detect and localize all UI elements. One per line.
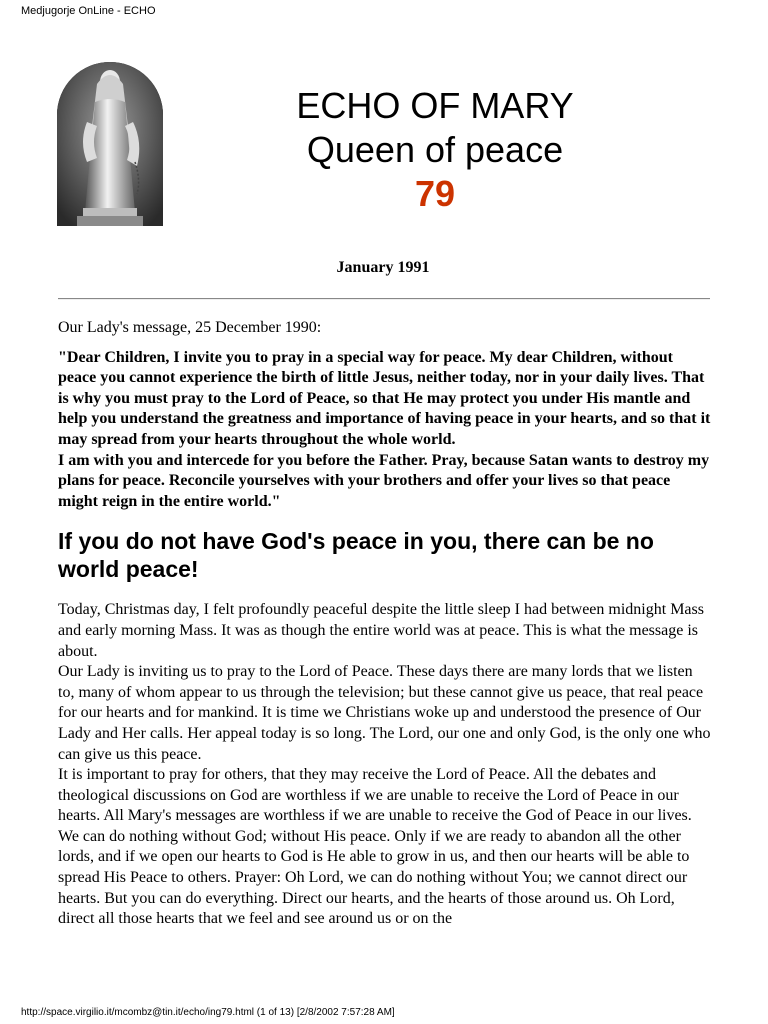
article-paragraph: Today, Christmas day, I felt profoundly peaceful despite the little sleep I had between midnight Mass and early morning Mass. It was as though the entire world was at peace. This is what the message is about. [58, 601, 704, 660]
masthead-title: ECHO OF MARY [296, 85, 574, 126]
message-intro: Our Lady's message, 25 December 1990: [58, 319, 322, 336]
message-text [58, 348, 713, 513]
statue-image [57, 62, 163, 226]
article-heading: If you do not have God's peace in you, there can be no world peace! [58, 528, 654, 583]
page-header: Medjugorje OnLine - ECHO [21, 5, 156, 17]
message-paragraph: I am with you and intercede for you before the Father. Pray, because Satan wants to destroy my plans for peace. Reconcile yourselves with your brothers and offer your lives so that peace might reign in the entire world." [58, 451, 710, 510]
page-footer: http://space.virgilio.it/mcombz@tin.it/echo/ing79.html (1 of 13) [2/8/2002 7:57:28 AM] [21, 1007, 395, 1018]
article-paragraph: Our Lady is inviting us to pray to the Lord of Peace. These days there are many lords that we listen to, many of whom appear to us through the television; but these cannot give us peace, that real peace for our hearts and for mankind. It is time we Christians woke up and understood the presence of Our Lady and Her calls. Her appeal today is so long. The Lord, our one and only God, is the only one who can give us this peace. [58, 663, 711, 763]
issue-number: 79 [414, 173, 456, 214]
article-body [58, 600, 713, 930]
masthead [200, 84, 670, 216]
horizontal-divider [58, 298, 710, 300]
article-paragraph: It is important to pray for others, that they may receive the Lord of Peace. All the debates and theological discussions on God are worthless if we are unable to receive the Lord of Peace in our hearts. All Mary's messages are worthless if we are unable to receive the God of Peace in our lives. [58, 766, 692, 825]
main-content [58, 318, 713, 930]
masthead-subtitle: Queen of peace [306, 129, 564, 170]
message-paragraph: "Dear Children, I invite you to pray in a special way for peace. My dear Children, without peace you cannot experience the birth of little Jesus, neither today, nor in your daily lives. That is why you must pray to the Lord of Peace, so that He may protect you under His mantle and help you understand the greatness and importance of having peace in your hearts, and so that it may spread from your hearts throughout the whole world. [58, 348, 711, 448]
article-paragraph: We can do nothing without God; without His peace. Only if we are ready to abandon all the other lords, and if we open our hearts to God is He able to grow in us, and then our hearts will be able to spread His Peace to others. Prayer: Oh Lord, we can do nothing without You; we cannot direct our hearts. But you can do everything. Direct our hearts, and the hearts of those around us. Oh Lord, direct all those hearts that we feel and see around us or on the [58, 827, 690, 928]
issue-date: January 1991 [336, 259, 430, 276]
statue-photo [57, 62, 163, 226]
